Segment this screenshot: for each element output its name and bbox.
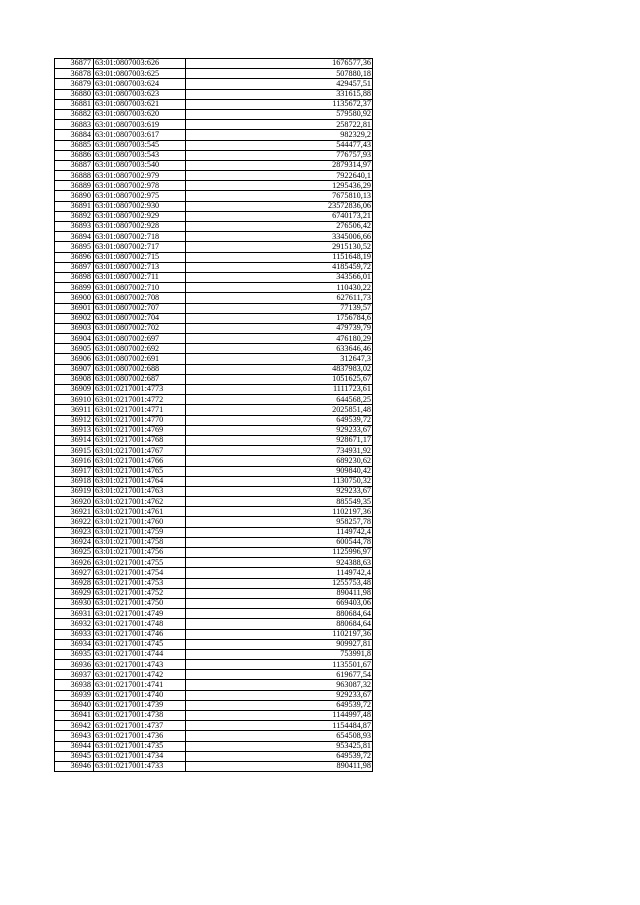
row-number-cell: 36881 <box>55 99 94 109</box>
cadastral-value-cell: 2879314,97 <box>186 160 373 170</box>
cadastral-number-cell: 63:01:0217001:4754 <box>94 568 186 578</box>
cadastral-number-cell: 63:01:0807003:623 <box>94 89 186 99</box>
row-number-cell: 36890 <box>55 191 94 201</box>
cadastral-value-cell: 507880,18 <box>186 69 373 79</box>
table-row <box>55 517 373 527</box>
cadastral-value-cell: 649539,72 <box>186 415 373 425</box>
table-row <box>55 171 373 181</box>
table-row <box>55 527 373 537</box>
cadastral-number-cell: 63:01:0807003:621 <box>94 99 186 109</box>
table-row <box>55 761 373 771</box>
row-number-cell: 36888 <box>55 171 94 181</box>
row-number-cell: 36887 <box>55 160 94 170</box>
table-row <box>55 232 373 242</box>
cadastral-value-cell: 649539,72 <box>186 751 373 761</box>
cadastral-number-cell: 63:01:0807003:619 <box>94 120 186 130</box>
cadastral-number-cell: 63:01:0807002:692 <box>94 344 186 354</box>
cadastral-number-cell: 63:01:0217001:4740 <box>94 690 186 700</box>
cadastral-number-cell: 63:01:0807003:625 <box>94 69 186 79</box>
cadastral-value-cell: 929233,67 <box>186 486 373 496</box>
cadastral-value-cell: 544477,43 <box>186 140 373 150</box>
row-number-cell: 36918 <box>55 476 94 486</box>
cadastral-value-cell: 649539,72 <box>186 700 373 710</box>
cadastral-number-cell: 63:01:0217001:4771 <box>94 405 186 415</box>
cadastral-number-cell: 63:01:0217001:4743 <box>94 660 186 670</box>
row-number-cell: 36904 <box>55 334 94 344</box>
cadastral-number-cell: 63:01:0807002:688 <box>94 364 186 374</box>
row-number-cell: 36946 <box>55 761 94 771</box>
table-row <box>55 751 373 761</box>
cadastral-number-cell: 63:01:0217001:4733 <box>94 761 186 771</box>
row-number-cell: 36886 <box>55 150 94 160</box>
table-row <box>55 334 373 344</box>
row-number-cell: 36877 <box>55 59 94 69</box>
table-row <box>55 466 373 476</box>
cadastral-value-cell: 924388,63 <box>186 558 373 568</box>
table-row <box>55 456 373 466</box>
cadastral-value-cell: 331615,88 <box>186 89 373 99</box>
cadastral-number-cell: 63:01:0217001:4746 <box>94 629 186 639</box>
row-number-cell: 36910 <box>55 395 94 405</box>
cadastral-value-cell: 644568,25 <box>186 395 373 405</box>
table-row <box>55 446 373 456</box>
cadastral-value-cell: 4837983,02 <box>186 364 373 374</box>
table-row <box>55 598 373 608</box>
cadastral-number-cell: 63:01:0807002:978 <box>94 181 186 191</box>
row-number-cell: 36943 <box>55 731 94 741</box>
cadastral-value-cell: 1051625,67 <box>186 374 373 384</box>
row-number-cell: 36882 <box>55 109 94 119</box>
table-row <box>55 313 373 323</box>
row-number-cell: 36901 <box>55 303 94 313</box>
table-row <box>55 303 373 313</box>
row-number-cell: 36940 <box>55 700 94 710</box>
row-number-cell: 36883 <box>55 120 94 130</box>
row-number-cell: 36927 <box>55 568 94 578</box>
cadastral-number-cell: 63:01:0217001:4745 <box>94 639 186 649</box>
cadastral-number-cell: 63:01:0217001:4742 <box>94 670 186 680</box>
row-number-cell: 36911 <box>55 405 94 415</box>
cadastral-value-cell: 1255753,48 <box>186 578 373 588</box>
cadastral-value-cell: 6740173,21 <box>186 211 373 221</box>
cadastral-value-cell: 1125996,97 <box>186 548 373 558</box>
cadastral-value-cell: 1676577,36 <box>186 59 373 69</box>
cadastral-value-cell: 963087,32 <box>186 680 373 690</box>
cadastral-number-cell: 63:01:0217001:4772 <box>94 395 186 405</box>
cadastral-number-cell: 63:01:0807002:930 <box>94 201 186 211</box>
cadastral-number-cell: 63:01:0217001:4735 <box>94 741 186 751</box>
table-row <box>55 548 373 558</box>
table-row <box>55 558 373 568</box>
table-row <box>55 415 373 425</box>
cadastral-number-cell: 63:01:0217001:4752 <box>94 588 186 598</box>
cadastral-number-cell: 63:01:0217001:4768 <box>94 435 186 445</box>
cadastral-value-cell: 1135501,67 <box>186 660 373 670</box>
table-row <box>55 69 373 79</box>
row-number-cell: 36894 <box>55 232 94 242</box>
cadastral-number-cell: 63:01:0217001:4763 <box>94 486 186 496</box>
table-row <box>55 191 373 201</box>
cadastral-value-cell: 276506,42 <box>186 222 373 232</box>
row-number-cell: 36945 <box>55 751 94 761</box>
cadastral-value-cell: 479739,79 <box>186 323 373 333</box>
cadastral-number-cell: 63:01:0807003:617 <box>94 130 186 140</box>
cadastral-value-cell: 880684,64 <box>186 609 373 619</box>
table-row <box>55 160 373 170</box>
table-row <box>55 609 373 619</box>
table-row <box>55 395 373 405</box>
cadastral-number-cell: 63:01:0217001:4739 <box>94 700 186 710</box>
cadastral-value-cell: 689230,62 <box>186 456 373 466</box>
cadastral-value-cell: 1756784,6 <box>186 313 373 323</box>
row-number-cell: 36892 <box>55 211 94 221</box>
cadastral-value-cell: 633646,46 <box>186 344 373 354</box>
cadastral-value-cell: 2025851,48 <box>186 405 373 415</box>
table-row <box>55 222 373 232</box>
cadastral-value-cell: 343566,01 <box>186 272 373 282</box>
row-number-cell: 36908 <box>55 374 94 384</box>
row-number-cell: 36913 <box>55 425 94 435</box>
table-row <box>55 79 373 89</box>
table-row <box>55 568 373 578</box>
row-number-cell: 36919 <box>55 486 94 496</box>
cadastral-number-cell: 63:01:0217001:4770 <box>94 415 186 425</box>
table-row <box>55 211 373 221</box>
table-row <box>55 486 373 496</box>
table-row <box>55 120 373 130</box>
cadastral-number-cell: 63:01:0807002:979 <box>94 171 186 181</box>
row-number-cell: 36944 <box>55 741 94 751</box>
row-number-cell: 36930 <box>55 598 94 608</box>
row-number-cell: 36905 <box>55 344 94 354</box>
cadastral-number-cell: 63:01:0807003:624 <box>94 79 186 89</box>
cadastral-value-cell: 1149742,4 <box>186 568 373 578</box>
cadastral-number-cell: 63:01:0807002:715 <box>94 252 186 262</box>
table-row <box>55 181 373 191</box>
row-number-cell: 36938 <box>55 680 94 690</box>
cadastral-number-cell: 63:01:0217001:4764 <box>94 476 186 486</box>
cadastral-value-cell: 982329,2 <box>186 130 373 140</box>
table-row <box>55 578 373 588</box>
cadastral-value-cell: 258722,81 <box>186 120 373 130</box>
table-row <box>55 629 373 639</box>
row-number-cell: 36896 <box>55 252 94 262</box>
row-number-cell: 36891 <box>55 201 94 211</box>
cadastral-value-cell: 627611,73 <box>186 293 373 303</box>
cadastral-value-cell: 1295436,29 <box>186 181 373 191</box>
row-number-cell: 36885 <box>55 140 94 150</box>
cadastral-value-cell: 953425,81 <box>186 741 373 751</box>
row-number-cell: 36926 <box>55 558 94 568</box>
row-number-cell: 36936 <box>55 660 94 670</box>
row-number-cell: 36893 <box>55 222 94 232</box>
cadastral-number-cell: 63:01:0217001:4762 <box>94 497 186 507</box>
table-row <box>55 293 373 303</box>
row-number-cell: 36929 <box>55 588 94 598</box>
row-number-cell: 36925 <box>55 548 94 558</box>
table-row <box>55 476 373 486</box>
row-number-cell: 36923 <box>55 527 94 537</box>
cadastral-value-cell: 929233,67 <box>186 690 373 700</box>
cadastral-value-cell: 4185459,72 <box>186 262 373 272</box>
cadastral-value-cell: 110430,22 <box>186 283 373 293</box>
table-row <box>55 272 373 282</box>
row-number-cell: 36921 <box>55 507 94 517</box>
row-number-cell: 36917 <box>55 466 94 476</box>
cadastral-value-cell: 1149742,4 <box>186 527 373 537</box>
table-row <box>55 497 373 507</box>
cadastral-number-cell: 63:01:0217001:4769 <box>94 425 186 435</box>
cadastral-value-cell: 579580,92 <box>186 109 373 119</box>
row-number-cell: 36941 <box>55 711 94 721</box>
cadastral-number-cell: 63:01:0807002:713 <box>94 262 186 272</box>
cadastral-value-cell: 1154484,87 <box>186 721 373 731</box>
cadastral-number-cell: 63:01:0807003:626 <box>94 59 186 69</box>
table-row <box>55 670 373 680</box>
row-number-cell: 36932 <box>55 619 94 629</box>
table-row <box>55 283 373 293</box>
cadastral-value-cell: 1111723,61 <box>186 385 373 395</box>
row-number-cell: 36895 <box>55 242 94 252</box>
cadastral-value-cell: 7922640,1 <box>186 171 373 181</box>
cadastral-value-cell: 7675810,13 <box>186 191 373 201</box>
cadastral-number-cell: 63:01:0217001:4749 <box>94 609 186 619</box>
cadastral-number-cell: 63:01:0217001:4737 <box>94 721 186 731</box>
row-number-cell: 36889 <box>55 181 94 191</box>
row-number-cell: 36931 <box>55 609 94 619</box>
table-row <box>55 140 373 150</box>
table-row <box>55 364 373 374</box>
cadastral-number-cell: 63:01:0217001:4756 <box>94 548 186 558</box>
cadastral-number-cell: 63:01:0217001:4755 <box>94 558 186 568</box>
cadastral-value-cell: 669403,06 <box>186 598 373 608</box>
cadastral-number-cell: 63:01:0807002:708 <box>94 293 186 303</box>
cadastral-value-cell: 880684,64 <box>186 619 373 629</box>
table-row <box>55 507 373 517</box>
table-row <box>55 242 373 252</box>
table-row <box>55 344 373 354</box>
table-row <box>55 721 373 731</box>
cadastral-number-cell: 63:01:0807002:718 <box>94 232 186 242</box>
row-number-cell: 36900 <box>55 293 94 303</box>
cadastral-value-cell: 3345006,66 <box>186 232 373 242</box>
row-number-cell: 36902 <box>55 313 94 323</box>
cadastral-value-cell: 1102197,36 <box>186 507 373 517</box>
table-row <box>55 435 373 445</box>
cadastral-value-cell: 2915130,52 <box>186 242 373 252</box>
row-number-cell: 36878 <box>55 69 94 79</box>
row-number-cell: 36937 <box>55 670 94 680</box>
cadastral-value-cell: 600544,78 <box>186 537 373 547</box>
cadastral-number-cell: 63:01:0807002:697 <box>94 334 186 344</box>
table-row <box>55 374 373 384</box>
row-number-cell: 36899 <box>55 283 94 293</box>
row-number-cell: 36933 <box>55 629 94 639</box>
cadastral-number-cell: 63:01:0217001:4736 <box>94 731 186 741</box>
cadastral-value-cell: 890411,98 <box>186 761 373 771</box>
row-number-cell: 36915 <box>55 446 94 456</box>
cadastral-number-cell: 63:01:0807003:620 <box>94 109 186 119</box>
cadastral-number-cell: 63:01:0807003:540 <box>94 160 186 170</box>
table-row <box>55 660 373 670</box>
cadastral-value-cell: 734931,92 <box>186 446 373 456</box>
cadastral-number-cell: 63:01:0807002:928 <box>94 222 186 232</box>
cadastral-value-cell: 928671,17 <box>186 435 373 445</box>
table-row <box>55 130 373 140</box>
cadastral-number-cell: 63:01:0217001:4758 <box>94 537 186 547</box>
cadastral-value-cell: 312647,3 <box>186 354 373 364</box>
table-row <box>55 700 373 710</box>
table-row <box>55 59 373 69</box>
cadastral-value-table <box>54 58 373 772</box>
row-number-cell: 36942 <box>55 721 94 731</box>
cadastral-number-cell: 63:01:0807002:702 <box>94 323 186 333</box>
table-row <box>55 262 373 272</box>
cadastral-number-cell: 63:01:0807002:704 <box>94 313 186 323</box>
cadastral-value-cell: 776757,93 <box>186 150 373 160</box>
table-row <box>55 680 373 690</box>
row-number-cell: 36928 <box>55 578 94 588</box>
table-row <box>55 354 373 364</box>
cadastral-number-cell: 63:01:0217001:4759 <box>94 527 186 537</box>
cadastral-value-cell: 909927,81 <box>186 639 373 649</box>
row-number-cell: 36939 <box>55 690 94 700</box>
table-row <box>55 323 373 333</box>
cadastral-number-cell: 63:01:0217001:4748 <box>94 619 186 629</box>
cadastral-number-cell: 63:01:0807002:710 <box>94 283 186 293</box>
row-number-cell: 36897 <box>55 262 94 272</box>
cadastral-number-cell: 63:01:0217001:4750 <box>94 598 186 608</box>
cadastral-value-cell: 1102197,36 <box>186 629 373 639</box>
cadastral-value-cell: 476180,29 <box>186 334 373 344</box>
cadastral-number-cell: 63:01:0217001:4767 <box>94 446 186 456</box>
cadastral-value-cell: 77139,57 <box>186 303 373 313</box>
cadastral-number-cell: 63:01:0807002:975 <box>94 191 186 201</box>
row-number-cell: 36935 <box>55 649 94 659</box>
row-number-cell: 36934 <box>55 639 94 649</box>
table-row <box>55 425 373 435</box>
row-number-cell: 36912 <box>55 415 94 425</box>
cadastral-number-cell: 63:01:0807002:711 <box>94 272 186 282</box>
table-row <box>55 405 373 415</box>
cadastral-value-cell: 1144997,48 <box>186 711 373 721</box>
row-number-cell: 36898 <box>55 272 94 282</box>
table-row <box>55 711 373 721</box>
table-row <box>55 252 373 262</box>
table-row <box>55 201 373 211</box>
table-row <box>55 385 373 395</box>
row-number-cell: 36924 <box>55 537 94 547</box>
cadastral-number-cell: 63:01:0217001:4734 <box>94 751 186 761</box>
row-number-cell: 36879 <box>55 79 94 89</box>
cadastral-value-cell: 958257,78 <box>186 517 373 527</box>
table-row <box>55 649 373 659</box>
cadastral-value-cell: 929233,67 <box>186 425 373 435</box>
cadastral-number-cell: 63:01:0217001:4741 <box>94 680 186 690</box>
table-row <box>55 109 373 119</box>
cadastral-value-cell: 909840,42 <box>186 466 373 476</box>
cadastral-value-cell: 885549,35 <box>186 497 373 507</box>
table-row <box>55 150 373 160</box>
cadastral-value-cell: 753991,8 <box>186 649 373 659</box>
cadastral-number-cell: 63:01:0807002:717 <box>94 242 186 252</box>
table-row <box>55 619 373 629</box>
row-number-cell: 36907 <box>55 364 94 374</box>
table-row <box>55 690 373 700</box>
cadastral-value-cell: 429457,51 <box>186 79 373 89</box>
table-row <box>55 89 373 99</box>
cadastral-number-cell: 63:01:0807003:543 <box>94 150 186 160</box>
cadastral-number-cell: 63:01:0807002:707 <box>94 303 186 313</box>
table-row <box>55 741 373 751</box>
cadastral-number-cell: 63:01:0217001:4760 <box>94 517 186 527</box>
cadastral-number-cell: 63:01:0217001:4753 <box>94 578 186 588</box>
row-number-cell: 36922 <box>55 517 94 527</box>
cadastral-number-cell: 63:01:0807003:545 <box>94 140 186 150</box>
cadastral-value-cell: 1130750,32 <box>186 476 373 486</box>
row-number-cell: 36903 <box>55 323 94 333</box>
cadastral-value-cell: 890411,98 <box>186 588 373 598</box>
table-row <box>55 99 373 109</box>
cadastral-number-cell: 63:01:0807002:687 <box>94 374 186 384</box>
cadastral-number-cell: 63:01:0217001:4738 <box>94 711 186 721</box>
cadastral-number-cell: 63:01:0217001:4765 <box>94 466 186 476</box>
cadastral-value-cell: 654508,93 <box>186 731 373 741</box>
table-row <box>55 588 373 598</box>
cadastral-value-cell: 1151648,19 <box>186 252 373 262</box>
cadastral-number-cell: 63:01:0217001:4761 <box>94 507 186 517</box>
row-number-cell: 36920 <box>55 497 94 507</box>
table-row <box>55 639 373 649</box>
row-number-cell: 36880 <box>55 89 94 99</box>
cadastral-value-cell: 1135672,37 <box>186 99 373 109</box>
table-row <box>55 537 373 547</box>
cadastral-value-cell: 23572836,06 <box>186 201 373 211</box>
cadastral-number-cell: 63:01:0217001:4766 <box>94 456 186 466</box>
cadastral-number-cell: 63:01:0807002:691 <box>94 354 186 364</box>
cadastral-number-cell: 63:01:0217001:4744 <box>94 649 186 659</box>
table-body <box>55 59 373 772</box>
row-number-cell: 36906 <box>55 354 94 364</box>
row-number-cell: 36909 <box>55 385 94 395</box>
row-number-cell: 36916 <box>55 456 94 466</box>
cadastral-value-cell: 619677,54 <box>186 670 373 680</box>
row-number-cell: 36914 <box>55 435 94 445</box>
cadastral-number-cell: 63:01:0217001:4773 <box>94 385 186 395</box>
table-row <box>55 731 373 741</box>
cadastral-number-cell: 63:01:0807002:929 <box>94 211 186 221</box>
row-number-cell: 36884 <box>55 130 94 140</box>
